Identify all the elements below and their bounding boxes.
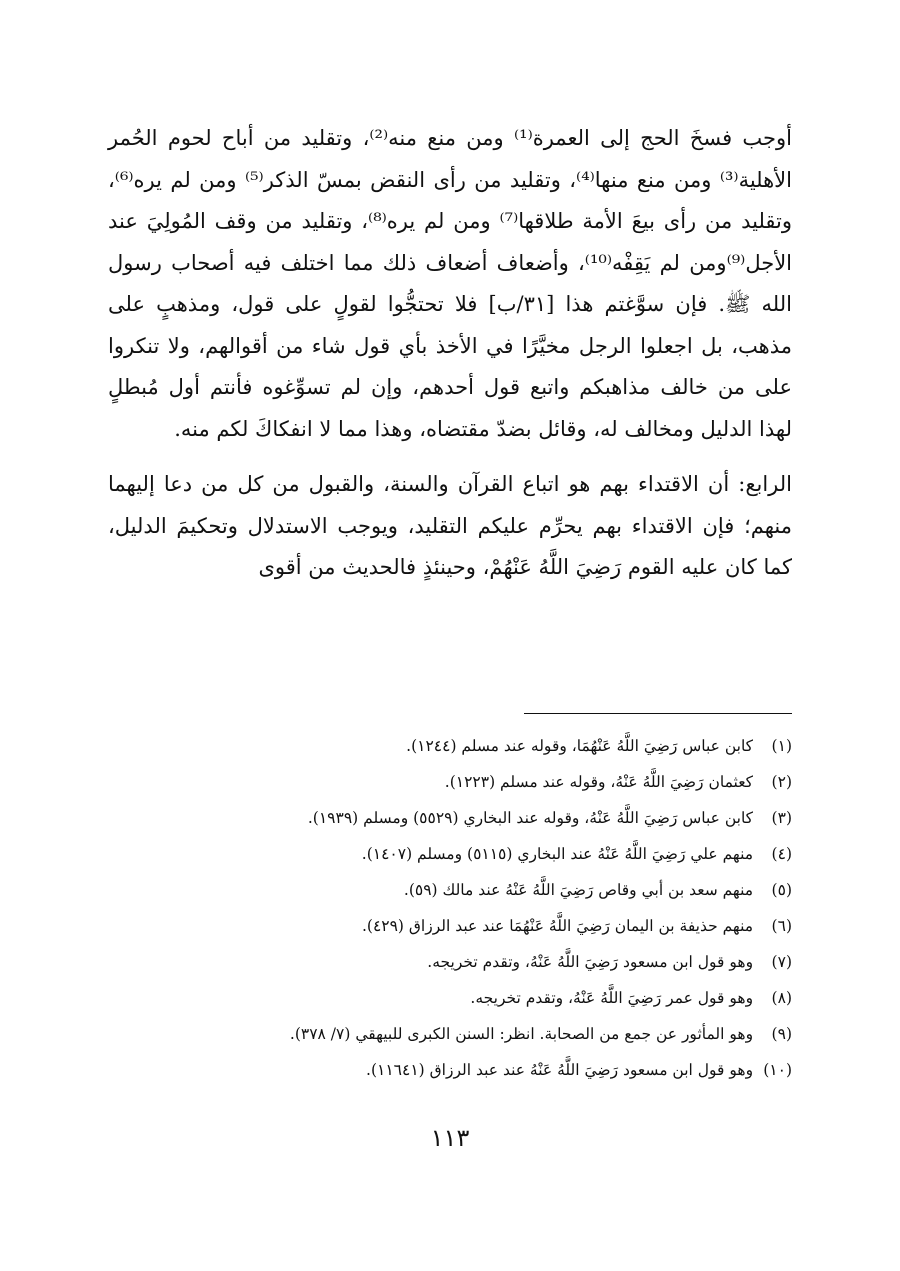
footnote-separator: [524, 713, 792, 714]
footnote-number: (١٠): [763, 1061, 792, 1079]
footnote-number: (٨): [771, 989, 792, 1007]
paragraph: أوجب فسخَ الحج إلى العمرة⁽¹⁾ ومن منع منه⁽²⁾، وتقليد من أباح لحوم الحُمر الأهلية⁽³⁾ ومن منع منها⁽⁴⁾، وتقليد من رأى النقض بمسّ الذكر⁽⁵⁾ ومن لم يره⁽⁶⁾، وتقليد من رأى بيعَ الأمة طلاقها⁽⁷⁾ ومن لم يره⁽⁸⁾، وتقليد من وقف المُولِيَ عند الأجل⁽⁹⁾ومن لم يَقِفْه⁽¹⁰⁾، وأضعاف أضعاف ذلك مما اختلف فيه أصحاب رسول الله ﷺ. فإن سوَّغتم هذا [٣١/ب] فلا تحتجُّوا لقولٍ على قول، ومذهبٍ على مذهب، بل اجعلوا الرجل مخيَّرًا في الأخذ بأي قول شاء من أقوالهم، ولا تنكروا على من خالف مذاهبكم واتبع قول أحدهم، وإن لم تسوِّغوه فأنتم أول مُبطلٍ لهذا الدليل ومخالف له، وقائل بضدّ مقتضاه، وهذا مما لا انفكاكَ لكم منه.: [108, 126, 793, 441]
footnote-number: (٥): [771, 881, 792, 899]
footnote-number: (٧): [771, 953, 792, 971]
footnote-number: (٤): [771, 845, 792, 863]
footnote-text: كابن عباس رَضِيَ اللَّهُ عَنْهُمَا، وقوله عند مسلم (١٢٤٤).: [406, 737, 754, 755]
footnote-text: وهو قول ابن مسعود رَضِيَ اللَّهُ عَنْهُ عند عبد الرزاق (١١٦٤١).: [366, 1061, 754, 1079]
main-text-block: [108, 118, 792, 589]
footnote: [108, 764, 792, 800]
page-number: ١١٣: [430, 1124, 470, 1152]
footnote-number: (٦): [771, 917, 792, 935]
footnote: [108, 1052, 792, 1088]
footnote: [108, 944, 792, 980]
footnote-number: (٩): [771, 1025, 792, 1043]
footnote-text: كعثمان رَضِيَ اللَّهُ عَنْهُ، وقوله عند مسلم (١٢٢٣).: [444, 773, 754, 791]
footnote-text: كابن عباس رَضِيَ اللَّهُ عَنْهُ، وقوله عند البخاري (٥٥٢٩) ومسلم (١٩٣٩).: [307, 809, 754, 827]
footnote: [108, 800, 792, 836]
footnote: [108, 1016, 792, 1052]
paragraph: الرابع: أن الاقتداء بهم هو اتباع القرآن والسنة، والقبول من كل من دعا إليهما منهم؛ فإن الاقتداء بهم يحرِّم عليكم التقليد، ويوجب الاستدلال وتحكيمَ الدليل، كما كان عليه القوم رَضِيَ اللَّهُ عَنْهُمْ، وحينئذٍ فالحديث من أقوى: [108, 472, 792, 579]
footnote-number: (١): [771, 737, 792, 755]
footnote: [108, 836, 792, 872]
footnote-text: وهو المأثور عن جمع من الصحابة. انظر: السنن الكبرى للبيهقي (٧/ ٣٧٨).: [289, 1025, 754, 1043]
footnote: [108, 980, 792, 1016]
footnote-text: منهم حذيفة بن اليمان رَضِيَ اللَّهُ عَنْهُمَا عند عبد الرزاق (٤٢٩).: [361, 917, 754, 935]
footnote-number: (٢): [771, 773, 792, 791]
footnote: [108, 728, 792, 764]
footnote-text: وهو قول عمر رَضِيَ اللَّهُ عَنْهُ، وتقدم تخريجه.: [470, 989, 754, 1007]
footnote-text: منهم سعد بن أبي وقاص رَضِيَ اللَّهُ عَنْهُ عند مالك (٥٩).: [403, 881, 754, 899]
footnote-text: وهو قول ابن مسعود رَضِيَ اللَّهُ عَنْهُ، وتقدم تخريجه.: [427, 953, 754, 971]
footnote-text: منهم علي رَضِيَ اللَّهُ عَنْهُ عند البخاري (٥١١٥) ومسلم (١٤٠٧).: [361, 845, 754, 863]
footnotes-list: [108, 728, 792, 1088]
footnote: [108, 908, 792, 944]
footnote-number: (٣): [771, 809, 792, 827]
footnote: [108, 872, 792, 908]
